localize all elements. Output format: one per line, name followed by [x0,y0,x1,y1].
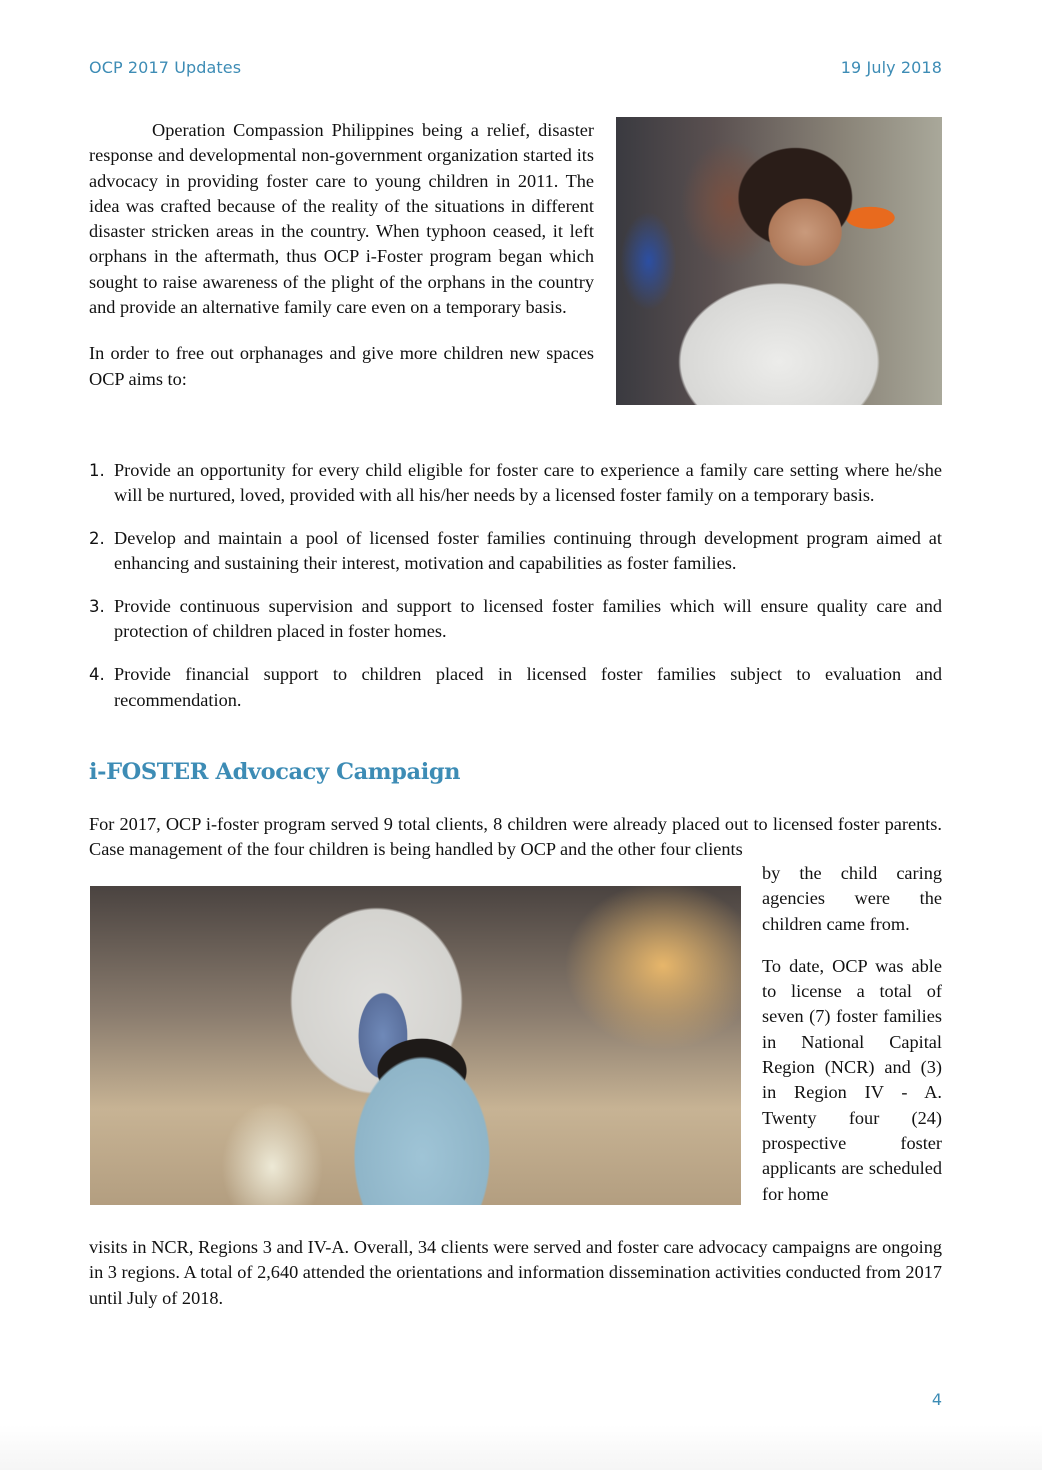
aim-number: 1. [89,461,105,480]
aim-number: 4. [89,665,105,685]
aims-lead-paragraph: In order to free out orphanages and give more children new spaces OCP aims to: [89,343,594,389]
mother-child-photo [616,117,942,405]
photo-caption [616,117,617,118]
header-date: 19 July 2018 [840,58,942,77]
aim-number: 3. [89,597,105,617]
photo-caption [90,886,91,887]
aim-text: Develop and maintain a pool of licensed foster families continuing through development program aimed at enhancing and sustaining their interest, motivation and capabilities as foster families. [114,528,942,574]
intro-paragraph: Operation Compassion Philippines being a relief, disaster response and developmental non-government organization started its advocacy in providing foster care to young children in 2011. The idea was crafted because of the reality of the situations in different disaster stricken areas in the country. When typhoon ceased, it left orphans in the aftermath, thus OCP i-Foster program began which sought to raise awareness of the plight of the orphans in the country and provide an alternative family care even on a temporary basis. [89,120,594,318]
intro-section [89,118,594,392]
aim-item [89,526,942,577]
aim-item [89,594,942,645]
header-title: OCP 2017 Updates [89,58,242,77]
aim-item [89,662,942,713]
aim-text: Provide continuous supervision and support to licensed foster families which will ensure quality care and protection of children placed in foster homes. [114,596,942,642]
aim-text: Provide financial support to children placed in licensed foster families subject to evaluation and recommendation. [114,664,942,710]
campaign-side-column [762,861,942,1207]
campaign-side-paragraph: To date, OCP was able to license a total of seven (7) foster families in National Capital Region (NCR) and (3) in Region IV - A. Twenty four (24) prospective foster applicants are scheduled for home [762,955,942,1204]
campaign-paragraph-bottom: visits in NCR, Regions 3 and IV-A. Overall, 34 clients were served and foster care advocacy campaigns are ongoing in 3 regions. A total of 2,640 attended the orientations and information dissemination activities conducted from 2017 until July of 2018. [89,1237,942,1308]
aim-text: Provide an opportunity for every child eligible for foster care to experience a family care setting where he/she will be nurtured, loved, provided with all his/her needs by a licensed foster family on a temporary basis. [114,460,942,506]
section-heading: i-FOSTER Advocacy Campaign [89,759,461,785]
aim-item [89,458,942,509]
campaign-paragraph-top: For 2017, OCP i-foster program served 9 total clients, 8 children were already placed out to licensed foster parents. Case management of the four children is being handled by OCP and the other four clients [89,814,942,860]
campaign-side-paragraph: by the child caring agencies were the children came from. [762,863,942,934]
aims-list [89,458,942,730]
orientation-meeting-photo [90,886,741,1205]
page-number: 4 [931,1390,942,1409]
aim-number: 2. [89,529,105,549]
page-bottom-shadow [0,1425,1042,1470]
